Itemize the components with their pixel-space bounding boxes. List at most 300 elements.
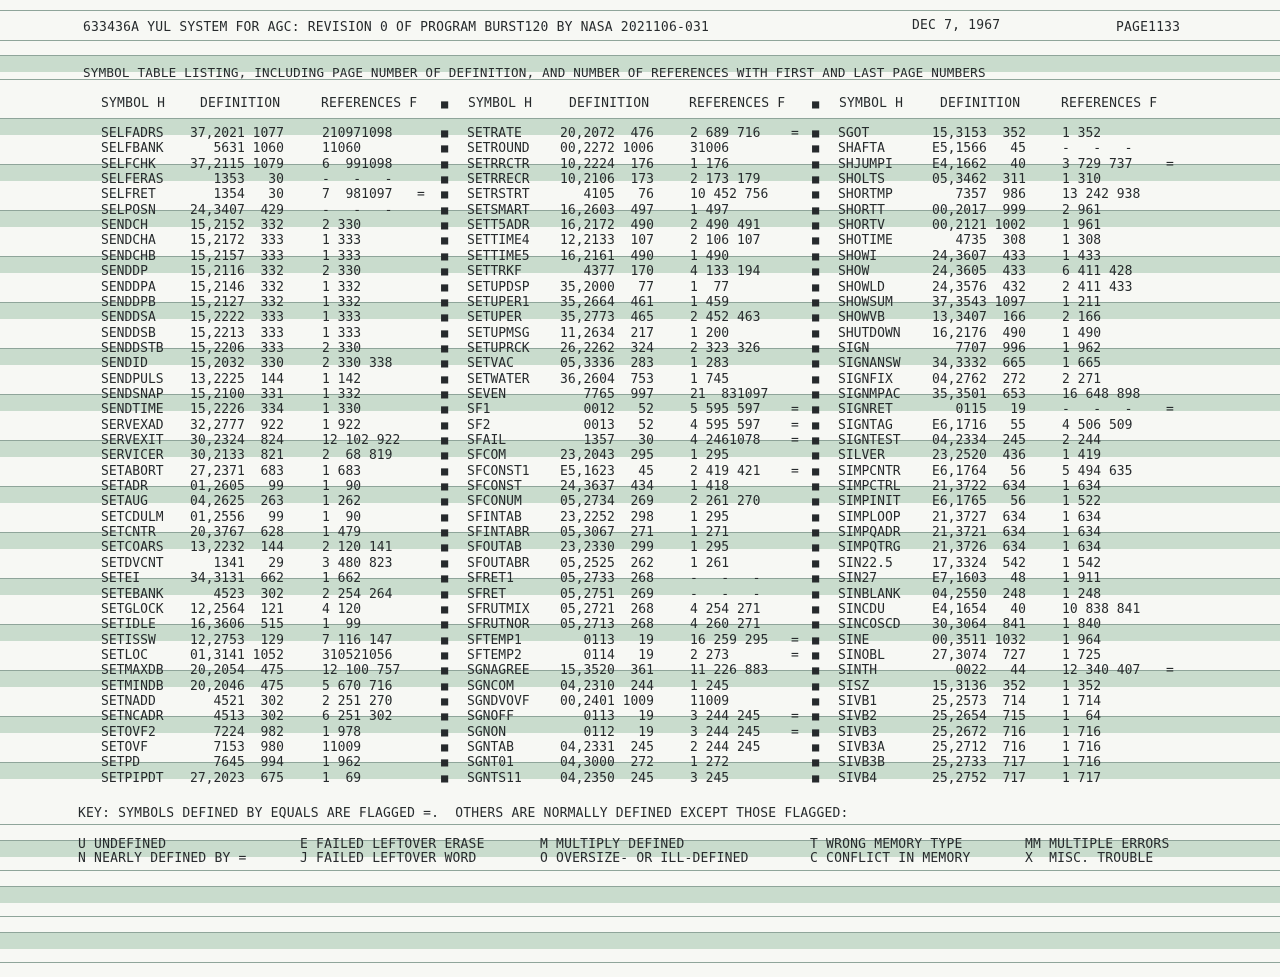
col2-symbol-header: SYMBOL H — [468, 96, 533, 111]
symbol-name: SELFCHK — [101, 157, 156, 172]
symbol-name: SINCOSCD — [838, 617, 901, 632]
symbol-references: 1 333 — [322, 249, 362, 264]
symbol-references: - - - — [1062, 141, 1133, 156]
symbol-references: 1 922 — [322, 418, 362, 433]
symbol-name: SETIDLE — [101, 617, 156, 632]
symbol-definition: 25,2752 717 — [932, 771, 1026, 786]
symbol-definition: 10,2106 173 — [560, 172, 654, 187]
symbol-references: 1 262 — [322, 494, 362, 509]
separator-dot: ■ — [441, 755, 449, 769]
symbol-definition: 05,2713 268 — [560, 617, 654, 632]
symbol-references: 16 259 295 — [690, 633, 769, 648]
separator-dot: ■ — [812, 525, 820, 539]
symbol-name: SGNT01 — [467, 755, 514, 770]
symbol-name: SIVB3 — [838, 725, 878, 740]
symbol-references: - - - — [1062, 402, 1133, 417]
symbol-references: 1 962 — [1062, 341, 1102, 356]
symbol-definition: 0114 19 — [560, 648, 654, 663]
symbol-name: SFRUTNOR — [467, 617, 530, 632]
symbol-definition: 12,2753 129 — [190, 633, 284, 648]
symbol-references: 1 200 — [690, 326, 730, 341]
symbol-name: SHOWLD — [838, 280, 885, 295]
symbol-references: - - - — [690, 587, 761, 602]
symbol-name: SHOTIME — [838, 233, 893, 248]
symbol-name: SIMPCNTR — [838, 464, 901, 479]
col2-references-header: REFERENCES F — [689, 96, 786, 111]
symbol-name: SIMPQTRG — [838, 540, 901, 555]
symbol-references: 3 244 245 — [690, 709, 761, 724]
symbol-name: SETRRCTR — [467, 157, 530, 172]
symbol-name: SFINTAB — [467, 510, 522, 525]
symbol-definition: 34,3332 665 — [932, 356, 1026, 371]
symbol-name: SETOVF2 — [101, 725, 156, 740]
symbol-name: SETADR — [101, 479, 148, 494]
symbol-references: 1 490 — [690, 249, 730, 264]
symbol-definition: 16,2172 490 — [560, 218, 654, 233]
symbol-name: SENDCH — [101, 218, 148, 233]
key-item: MM MULTIPLE ERRORS — [1025, 837, 1170, 852]
symbol-references: 1 683 — [322, 464, 362, 479]
separator-dot: ■ — [812, 494, 820, 508]
symbol-definition: 37,2021 1077 — [190, 126, 284, 141]
symbol-definition: 4521 302 — [190, 694, 284, 709]
separator-dot: ■ — [441, 510, 449, 524]
symbol-name: SETCDULM — [101, 510, 164, 525]
symbol-name: SGOT — [838, 126, 870, 141]
separator-dot: ■ — [441, 571, 449, 585]
symbol-definition: 25,2672 716 — [932, 725, 1026, 740]
separator-dot: ■ — [441, 310, 449, 324]
symbol-definition: 34,3131 662 — [190, 571, 284, 586]
symbol-name: SHOWI — [838, 249, 878, 264]
symbol-definition: 00,2272 1006 — [560, 141, 654, 156]
symbol-definition: 4513 302 — [190, 709, 284, 724]
symbol-flag: = — [791, 725, 799, 740]
symbol-definition: 0013 52 — [560, 418, 654, 433]
symbol-definition: 23,2043 295 — [560, 448, 654, 463]
symbol-references: 1 716 — [1062, 755, 1102, 770]
symbol-references: 11 226 883 — [690, 663, 769, 678]
symbol-definition: 37,2115 1079 — [190, 157, 284, 172]
symbol-name: SENDDPA — [101, 280, 156, 295]
key-item: M MULTIPLY DEFINED — [540, 837, 685, 852]
separator-dot: ■ — [441, 464, 449, 478]
symbol-references: 11060 — [322, 141, 362, 156]
col3-references-header: REFERENCES F — [1061, 96, 1158, 111]
symbol-name: SETUPMSG — [467, 326, 530, 341]
symbol-references: - - - — [690, 571, 761, 586]
symbol-references: 1 978 — [322, 725, 362, 740]
symbol-definition: 05,3336 283 — [560, 356, 654, 371]
separator-dot: ■ — [441, 617, 449, 631]
symbol-flag: = — [791, 433, 799, 448]
symbol-definition: 23,2252 298 — [560, 510, 654, 525]
symbol-references: 1 330 — [322, 402, 362, 417]
symbol-references: 1 634 — [1062, 479, 1102, 494]
separator-dot: ■ — [812, 418, 820, 432]
key-item: E FAILED LEFTOVER ERASE — [300, 837, 485, 852]
symbol-references: 1 271 — [690, 525, 730, 540]
symbol-references: 4 254 271 — [690, 602, 761, 617]
symbol-references: 11009 — [322, 740, 362, 755]
separator-dot: ■ — [441, 203, 449, 217]
symbol-definition: 16,2176 490 — [932, 326, 1026, 341]
separator-dot: ■ — [441, 141, 449, 155]
symbol-name: SGNTAB — [467, 740, 514, 755]
symbol-flag: = — [1166, 157, 1174, 172]
symbol-name: SETUPER — [467, 310, 522, 325]
symbol-name: SERVEXIT — [101, 433, 164, 448]
symbol-references: 7 981097 — [322, 187, 393, 202]
symbol-name: SETSMART — [467, 203, 530, 218]
symbol-name: SIMPCTRL — [838, 479, 901, 494]
listing-title: SYMBOL TABLE LISTING, INCLUDING PAGE NUMBER OF DEFINITION, AND NUMBER OF REFERENCES WITH FIRST AND LAST PAGE NUMBERS — [83, 65, 986, 80]
symbol-definition: 04,2331 245 — [560, 740, 654, 755]
symbol-name: SHUTDOWN — [838, 326, 901, 341]
col3-definition-header: DEFINITION — [940, 96, 1021, 111]
separator-dot: ■ — [441, 326, 449, 340]
symbol-name: SIVB4 — [838, 771, 878, 786]
key-item: J FAILED LEFTOVER WORD — [300, 851, 477, 866]
symbol-references: 1 77 — [690, 280, 730, 295]
symbol-references: 6 411 428 — [1062, 264, 1133, 279]
symbol-references: 1 961 — [1062, 218, 1102, 233]
greenbar-band — [0, 886, 1280, 903]
symbol-references: 1 716 — [1062, 725, 1102, 740]
symbol-definition: 35,2664 461 — [560, 295, 654, 310]
symbol-references: 1 964 — [1062, 633, 1102, 648]
symbol-name: SFCONST — [467, 479, 522, 494]
symbol-references: 1 272 — [690, 755, 730, 770]
symbol-name: SGNAGREE — [467, 663, 530, 678]
symbol-references: 1 717 — [1062, 771, 1102, 786]
symbol-references: 2 323 326 — [690, 341, 761, 356]
symbol-name: SEVEN — [467, 387, 507, 402]
symbol-definition: 16,3606 515 — [190, 617, 284, 632]
symbol-definition: 4377 170 — [560, 264, 654, 279]
symbol-references: 310521056 — [322, 648, 393, 663]
symbol-name: SIGNTAG — [838, 418, 893, 433]
symbol-definition: E7,1603 48 — [932, 571, 1026, 586]
symbol-definition: 4105 76 — [560, 187, 654, 202]
symbol-references: 1 90 — [322, 479, 362, 494]
separator-dot: ■ — [812, 464, 820, 478]
symbol-definition: 30,2324 824 — [190, 433, 284, 448]
symbol-definition: 7645 994 — [190, 755, 284, 770]
symbol-definition: 15,2213 333 — [190, 326, 284, 341]
separator-dot: ■ — [812, 126, 820, 140]
symbol-name: SF1 — [467, 402, 491, 417]
symbol-name: SIMPLOOP — [838, 510, 901, 525]
job-header: 633436A YUL SYSTEM FOR AGC: REVISION 0 OF PROGRAM BURST120 BY NASA 2021106-031 — [83, 20, 710, 35]
symbol-name: SFOUTAB — [467, 540, 522, 555]
symbol-references: 2 254 264 — [322, 587, 393, 602]
symbol-name: SETCNTR — [101, 525, 156, 540]
symbol-definition: 04,2310 244 — [560, 679, 654, 694]
symbol-name: SIGN — [838, 341, 870, 356]
separator-dot: ■ — [812, 218, 820, 232]
symbol-name: SETRSTRT — [467, 187, 530, 202]
symbol-definition: E6,1716 55 — [932, 418, 1026, 433]
symbol-definition: 05,2751 269 — [560, 587, 654, 602]
separator-dot: ■ — [812, 141, 820, 155]
symbol-references: 1 352 — [1062, 679, 1102, 694]
symbol-definition: 24,3407 429 — [190, 203, 284, 218]
symbol-definition: 1353 30 — [190, 172, 284, 187]
symbol-definition: 20,3767 628 — [190, 525, 284, 540]
symbol-name: SELFBANK — [101, 141, 164, 156]
symbol-name: SIGNTEST — [838, 433, 901, 448]
symbol-name: SETT5ADR — [467, 218, 530, 233]
symbol-references: 6 251 302 — [322, 709, 393, 724]
symbol-references: 2 689 716 — [690, 126, 761, 141]
symbol-name: SETCOARS — [101, 540, 164, 555]
symbol-references: 3 480 823 — [322, 556, 393, 571]
separator-dot: ■ — [812, 771, 820, 785]
separator-dot: ■ — [812, 479, 820, 493]
symbol-references: 4 260 271 — [690, 617, 761, 632]
symbol-references: 2 68 819 — [322, 448, 393, 463]
symbol-references: 1 308 — [1062, 233, 1102, 248]
symbol-name: SETPIPDT — [101, 771, 164, 786]
symbol-definition: 05,2733 268 — [560, 571, 654, 586]
separator-dot: ■ — [441, 97, 449, 111]
symbol-name: SISZ — [838, 679, 870, 694]
separator-dot: ■ — [812, 203, 820, 217]
symbol-definition: 4735 308 — [932, 233, 1026, 248]
symbol-name: SIN22.5 — [838, 556, 893, 571]
symbol-references: 2 273 — [690, 648, 730, 663]
separator-dot: ■ — [812, 648, 820, 662]
symbol-references: 6 991098 — [322, 157, 393, 172]
symbol-name: SETAUG — [101, 494, 148, 509]
symbol-references: 1 333 — [322, 233, 362, 248]
symbol-definition: 7357 986 — [932, 187, 1026, 202]
separator-dot: ■ — [441, 694, 449, 708]
col2-definition-header: DEFINITION — [569, 96, 650, 111]
symbol-name: SINCDU — [838, 602, 885, 617]
separator-dot: ■ — [812, 341, 820, 355]
symbol-name: SFCOM — [467, 448, 507, 463]
symbol-references: 1 665 — [1062, 356, 1102, 371]
symbol-references: 1 64 — [1062, 709, 1102, 724]
symbol-name: SGNOFF — [467, 709, 514, 724]
symbol-references: 1 662 — [322, 571, 362, 586]
print-date: DEC 7, 1967 — [912, 18, 1001, 33]
symbol-name: SENDPULS — [101, 372, 164, 387]
symbol-definition: 15,2146 332 — [190, 280, 284, 295]
separator-dot: ■ — [812, 755, 820, 769]
symbol-references: 5 670 716 — [322, 679, 393, 694]
symbol-references: 1 295 — [690, 448, 730, 463]
symbol-name: SHAFTA — [838, 141, 885, 156]
symbol-definition: 04,2550 248 — [932, 587, 1026, 602]
symbol-definition: 1354 30 — [190, 187, 284, 202]
symbol-flag: = — [791, 633, 799, 648]
symbol-references: 3 244 245 — [690, 725, 761, 740]
symbol-definition: 00,2017 999 — [932, 203, 1026, 218]
symbol-references: 12 102 922 — [322, 433, 401, 448]
separator-dot: ■ — [441, 525, 449, 539]
symbol-name: SETVAC — [467, 356, 514, 371]
separator-dot: ■ — [441, 709, 449, 723]
separator-dot: ■ — [812, 694, 820, 708]
separator-dot: ■ — [812, 540, 820, 554]
symbol-definition: 24,3607 433 — [932, 249, 1026, 264]
symbol-name: SHOWVB — [838, 310, 885, 325]
symbol-references: 4 595 597 — [690, 418, 761, 433]
symbol-definition: 15,2152 332 — [190, 218, 284, 233]
symbol-name: SELPOSN — [101, 203, 156, 218]
symbol-name: SFRET1 — [467, 571, 514, 586]
symbol-definition: 15,2222 333 — [190, 310, 284, 325]
symbol-definition: 32,2777 922 — [190, 418, 284, 433]
symbol-name: SETABORT — [101, 464, 164, 479]
symbol-definition: E5,1566 45 — [932, 141, 1026, 156]
symbol-name: SILVER — [838, 448, 885, 463]
symbol-name: SETOVF — [101, 740, 148, 755]
symbol-definition: 36,2604 753 — [560, 372, 654, 387]
symbol-definition: 23,2520 436 — [932, 448, 1026, 463]
symbol-definition: 16,2161 490 — [560, 249, 654, 264]
symbol-name: SETMINDB — [101, 679, 164, 694]
symbol-references: 1 90 — [322, 510, 362, 525]
symbol-name: SIGNRET — [838, 402, 893, 417]
symbol-definition: 15,2206 333 — [190, 341, 284, 356]
symbol-name: SETDVCNT — [101, 556, 164, 571]
page-number: PAGE1133 — [1116, 20, 1181, 35]
key-line: KEY: SYMBOLS DEFINED BY EQUALS ARE FLAGGED =. OTHERS ARE NORMALLY DEFINED EXCEPT THOSE FLAGGED: — [78, 806, 849, 821]
symbol-definition: 20,2072 476 — [560, 126, 654, 141]
col1-symbol-header: SYMBOL H — [101, 96, 166, 111]
symbol-references: 12 100 757 — [322, 663, 401, 678]
separator-dot: ■ — [441, 663, 449, 677]
greenbar-rule — [0, 962, 1280, 963]
symbol-name: SENDCHA — [101, 233, 156, 248]
symbol-references: 2 961 — [1062, 203, 1102, 218]
symbol-name: SIVB1 — [838, 694, 878, 709]
symbol-name: SINE — [838, 633, 870, 648]
symbol-definition: 05,3462 311 — [932, 172, 1026, 187]
symbol-references: 10 838 841 — [1062, 602, 1141, 617]
symbol-name: SHORTT — [838, 203, 885, 218]
symbol-references: 1 211 — [1062, 295, 1102, 310]
separator-dot: ■ — [812, 233, 820, 247]
separator-dot: ■ — [441, 494, 449, 508]
symbol-flag: = — [791, 418, 799, 433]
symbol-name: SENDDSA — [101, 310, 156, 325]
symbol-flag: = — [1166, 402, 1174, 417]
symbol-flag: = — [791, 402, 799, 417]
symbol-references: 2 330 — [322, 264, 362, 279]
symbol-references: 1 725 — [1062, 648, 1102, 663]
separator-dot: ■ — [441, 295, 449, 309]
separator-dot: ■ — [441, 740, 449, 754]
separator-dot: ■ — [812, 310, 820, 324]
symbol-references: 12 340 407 — [1062, 663, 1141, 678]
symbol-flag: = — [417, 187, 425, 202]
symbol-definition: E4,1662 40 — [932, 157, 1026, 172]
symbol-references: 2 411 433 — [1062, 280, 1133, 295]
symbol-name: SENDCHB — [101, 249, 156, 264]
symbol-references: 1 176 — [690, 157, 730, 172]
separator-dot: ■ — [441, 187, 449, 201]
separator-dot: ■ — [812, 709, 820, 723]
symbol-name: SFOUTABR — [467, 556, 530, 571]
symbol-definition: 10,2224 176 — [560, 157, 654, 172]
separator-dot: ■ — [441, 771, 449, 785]
symbol-flag: = — [791, 464, 799, 479]
symbol-definition: 05,2525 262 — [560, 556, 654, 571]
separator-dot: ■ — [812, 97, 820, 111]
separator-dot: ■ — [812, 264, 820, 278]
symbol-definition: 35,2773 465 — [560, 310, 654, 325]
symbol-definition: 15,2172 333 — [190, 233, 284, 248]
symbol-references: 4 120 — [322, 602, 362, 617]
symbol-references: 1 418 — [690, 479, 730, 494]
symbol-references: 1 745 — [690, 372, 730, 387]
symbol-definition: 0112 19 — [560, 725, 654, 740]
symbol-references: 1 69 — [322, 771, 362, 786]
symbol-name: SENDDPB — [101, 295, 156, 310]
symbol-definition: 15,2100 331 — [190, 387, 284, 402]
symbol-name: SETTIME5 — [467, 249, 530, 264]
symbol-name: SFTEMP2 — [467, 648, 522, 663]
separator-dot: ■ — [441, 725, 449, 739]
greenbar-rule — [0, 870, 1280, 871]
symbol-definition: 01,2605 99 — [190, 479, 284, 494]
symbol-references: 1 714 — [1062, 694, 1102, 709]
symbol-references: 1 522 — [1062, 494, 1102, 509]
symbol-references: 2 490 491 — [690, 218, 761, 233]
greenbar-rule — [0, 10, 1280, 11]
symbol-references: - - - — [322, 172, 393, 187]
symbol-name: SETUPRCK — [467, 341, 530, 356]
symbol-definition: 27,2023 675 — [190, 771, 284, 786]
symbol-references: 31006 — [690, 141, 730, 156]
symbol-definition: 0113 19 — [560, 633, 654, 648]
symbol-definition: 00,2121 1002 — [932, 218, 1026, 233]
symbol-references: 1 283 — [690, 356, 730, 371]
symbol-definition: 16,2603 497 — [560, 203, 654, 218]
symbol-name: SETMAXDB — [101, 663, 164, 678]
symbol-name: SFAIL — [467, 433, 507, 448]
greenbar-rule — [0, 824, 1280, 825]
separator-dot: ■ — [812, 448, 820, 462]
symbol-name: SENDTIME — [101, 402, 164, 417]
col1-references-header: REFERENCES F — [321, 96, 418, 111]
symbol-definition: 12,2133 107 — [560, 233, 654, 248]
symbol-references: 1 352 — [1062, 126, 1102, 141]
symbol-name: SETUPER1 — [467, 295, 530, 310]
symbol-definition: 0115 19 — [932, 402, 1026, 417]
separator-dot: ■ — [441, 402, 449, 416]
symbol-references: 1 634 — [1062, 525, 1102, 540]
separator-dot: ■ — [441, 372, 449, 386]
symbol-definition: 4523 302 — [190, 587, 284, 602]
separator-dot: ■ — [812, 356, 820, 370]
symbol-flag: = — [1166, 663, 1174, 678]
symbol-definition: E6,1764 56 — [932, 464, 1026, 479]
symbol-definition: 24,3576 432 — [932, 280, 1026, 295]
separator-dot: ■ — [812, 187, 820, 201]
symbol-name: SGNCOM — [467, 679, 514, 694]
symbol-references: 1 142 — [322, 372, 362, 387]
symbol-references: 1 490 — [1062, 326, 1102, 341]
separator-dot: ■ — [441, 172, 449, 186]
symbol-definition: 30,3064 841 — [932, 617, 1026, 632]
symbol-name: SIGNMPAC — [838, 387, 901, 402]
